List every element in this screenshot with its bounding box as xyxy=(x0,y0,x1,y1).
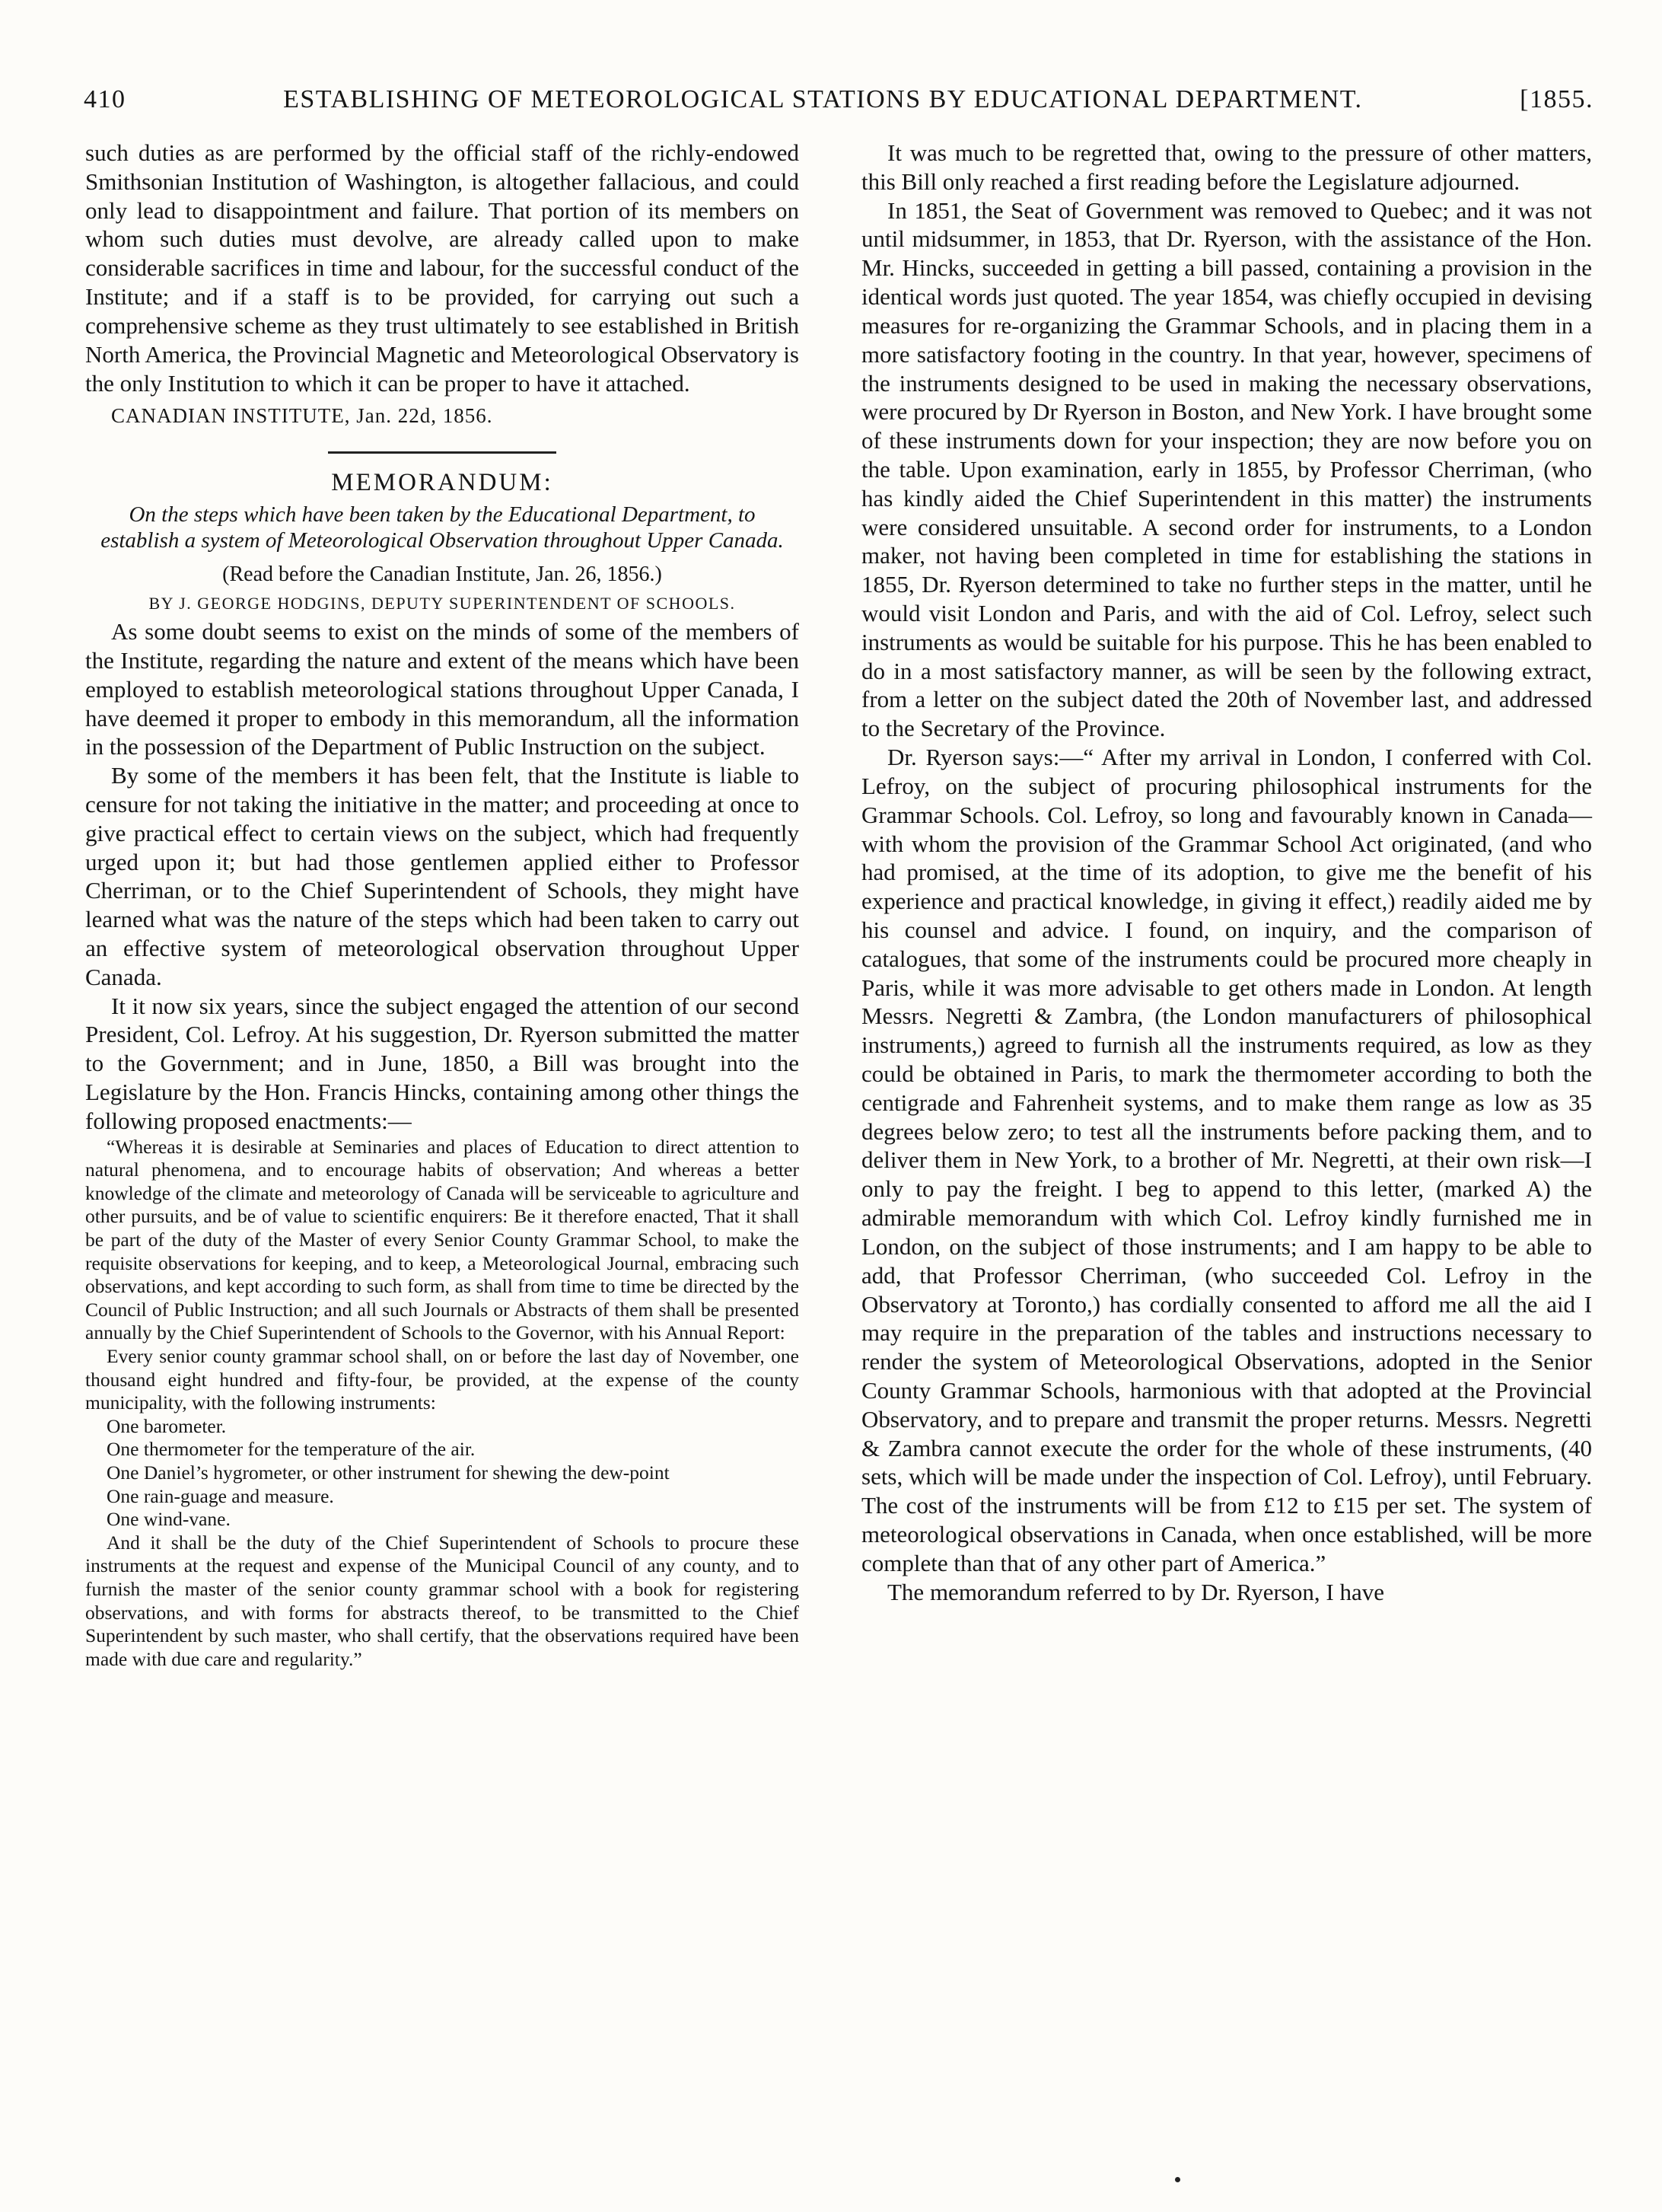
paragraph-continued: such duties as are performed by the official staff of the richly-endowed Smithsonian Institution of Washington, is altogether fallacious, and could only lead to disappointment and failure. That portion of its members on whom such duties must devolve, are already called upon to make considerable sacrifices in time and labour, for the successful conduct of the Institute; and if a staff is to be provided, for carrying out such a comprehensive scheme as they trust ultimately to see established in British North America, the Provincial Magnetic and Meteorological Observatory is the only Institution to which it can be proper to have it attached. xyxy=(85,139,799,397)
right-column xyxy=(861,139,1592,1606)
header-year: [1855. xyxy=(1520,85,1594,113)
bill-quotation xyxy=(85,1136,799,1672)
memorandum-subtitle: On the steps which have been taken by the Educational Department, to establish a system of Meteorological Observation throughout Upper Canada. xyxy=(100,502,784,553)
instrument-item: One wind-vane. xyxy=(107,1508,231,1531)
paragraph: In 1851, the Seat of Government was removed to Quebec; and it was not until midsummer, in 1853, that Dr. Ryerson, with the assistance of the Hon. Mr. Hincks, succeeded in getting a bill passed, containing a provision in the identical words just quoted. The year 1854, was chiefly occupied in devising measures for re-organizing the Grammar Schools, and in placing them in a more satisfactory footing in the country. In that year, however, specimens of the instruments designed to be used in making the necessary observations, were procured by Dr Ryerson in Boston, and New York. I have brought some of these instruments down for your inspection; they are now before you on the table. Upon examination, early in 1855, by Professor Cherriman, (who has kindly aided the Chief Superintendent in this matter) the instruments were considered unsuitable. A second order for instruments, to a London maker, not having been completed in time for establishing the stations in 1855, Dr. Ryerson determined to take no further steps in the matter, until he would visit London and Paris, and with the aid of Col. Lefroy, select such instruments as would be suitable for his purpose. This he has been enabled to do in a most satisfactory manner, as will be seen by the following extract, from a letter on the subject dated the 20th of November last, and addressed to the Secretary of the Province. xyxy=(861,196,1592,742)
instrument-item: One Daniel’s hygrometer, or other instrument for shewing the dew-point xyxy=(107,1461,670,1484)
paragraph: Dr. Ryerson says:—“ After my arrival in London, I conferred with Col. Lefroy, on the subject of procuring philosophical instruments for the Grammar Schools. Col. Lefroy, so long and favourably known in Canada—with whom the provision of the Grammar School Act originated, (and who had promised, at the time of its adoption, to give me the benefit of his experience and practical knowledge, in giving it effect,) readily aided me by his counsel and advice. I found, on inquiry, and the comparison of catalogues, that some of the instruments could be procured more cheaply in Paris, while it was more advisable to get others made in London. At length Messrs. Negretti & Zambra, (the London manufacturers of philosophical instruments,) agreed to furnish all the instruments required, as low as they could be obtained in Paris, to mark the thermometer according to both the centigrade and Fahrenheit systems, and to make them range as low as 35 degrees below zero; to test all the instruments before packing them, and to deliver them in New York, to a brother of Mr. Negretti, at their own risk—I only to pay the freight. I beg to append to this letter, (marked A) the admirable memorandum with which Col. Lefroy kindly furnished me in London, on the subject of those instruments; and I am happy to be able to add, that Professor Cherriman, (who succeeded Col. Lefroy in the Observatory at Toronto,) has cordially consented to afford me all the aid I may require in the preparation of the tables and instructions necessary to render the system of Meteorological Observations, adopted in the Senior County Grammar Schools, harmonious with that adopted at the Provincial Observatory, and to prepare and transmit the proper returns. Messrs. Negretti & Zambra cannot execute the order for the whole of these instruments, (40 sets, which will be made under the inspection of Col. Lefroy), until February. The cost of the instruments will be from £12 to £15 per set. The system of meteorological observations in Canada, when once established, will be more complete than that of any other part of America.” xyxy=(861,744,1592,1576)
quote-paragraph: Every senior county grammar school shall, on or before the last day of November, one thousand eight hundred and fifty-four, be provided, at the expense of the county municipality, with the following instruments: xyxy=(85,1345,799,1414)
paragraph: It it now six years, since the subject engaged the attention of our second President, Col. Lefroy. At his suggestion, Dr. Ryerson submitted the matter to the Government; and in June, 1850, a Bill was brought into the Legislature by the Hon. Francis Hincks, containing among other things the following proposed enactments:— xyxy=(85,992,799,1134)
memorandum-read-note: (Read before the Canadian Institute, Jan. 26, 1856.) xyxy=(222,563,662,587)
paragraph: It was much to be regretted that, owing to the pressure of other matters, this Bill only reached a first reading before the Legislature adjourned. xyxy=(861,139,1592,195)
print-mark xyxy=(1175,2177,1180,2182)
instrument-item: One barometer. xyxy=(107,1414,227,1437)
running-title: ESTABLISHING OF METEOROLOGICAL STATIONS BY EDUCATIONAL DEPARTMENT. xyxy=(283,85,1363,113)
section-divider xyxy=(328,451,556,454)
memorandum-title: MEMORANDUM: xyxy=(331,469,553,497)
memorandum-author: BY J. GEORGE HODGINS, DEPUTY SUPERINTENDENT OF SCHOOLS. xyxy=(148,594,736,614)
paragraph: The memorandum referred to by Dr. Ryerson, I have xyxy=(887,1578,1384,1605)
left-column xyxy=(85,139,799,1671)
instrument-item: One rain-guage and measure. xyxy=(107,1484,334,1507)
quote-paragraph: “Whereas it is desirable at Seminaries and places of Education to direct attention to natural phenomena, and to encourage habits of observation; And whereas a better knowledge of the climate and meteorology of Canada will be serviceable to agriculture and other pursuits, and be of value to scientific enquirers: Be it therefore enacted, That it shall be part of the duty of the Master of every Senior County Grammar School, to make the requisite observations for keeping, and to keep, a Meteorological Journal, embracing such observations, and kept according to such form, as shall from time to time be directed by the Council of Public Instruction; and all such Journals or Abstracts of them shall be presented annually by the Chief Superintendent of Schools to the Governor, with his Annual Report: xyxy=(85,1135,799,1344)
running-header xyxy=(84,85,1594,123)
instrument-item: One thermometer for the temperature of the air. xyxy=(107,1438,476,1461)
paragraph: By some of the members it has been felt, that the Institute is liable to censure for not taking the initiative in the matter; and proceeding at once to give practical effect to certain views on the subject, which had frequently urged upon it; but had those gentlemen applied either to Professor Cherriman, or to the Chief Superintendent of Schools, they might have learned what was the nature of the steps which had been taken to carry out an effective system of meteorological observation throughout Upper Canada. xyxy=(85,762,799,990)
paragraph: As some doubt seems to exist on the minds of some of the members of the Institute, regarding the nature and extent of the means which have been employed to establish meteorological stations throughout Upper Canada, I have deemed it proper to embody in this memorandum, all the information in the possession of the Department of Public Instruction on the subject. xyxy=(85,618,799,760)
page-number: 410 xyxy=(84,85,126,113)
signature-caption: CANADIAN INSTITUTE, Jan. 22d, 1856. xyxy=(111,404,493,428)
quote-paragraph: And it shall be the duty of the Chief Superintendent of Schools to procure these instruments at the request and expense of the Municipal Council of any county, and to furnish the master of the senior county grammar school with a book for registering observations, and with forms for abstracts thereof, to be transmitted to the Chief Superintendent by such master, who shall certify, that the observations required have been made with due care and regularity.” xyxy=(85,1531,799,1670)
